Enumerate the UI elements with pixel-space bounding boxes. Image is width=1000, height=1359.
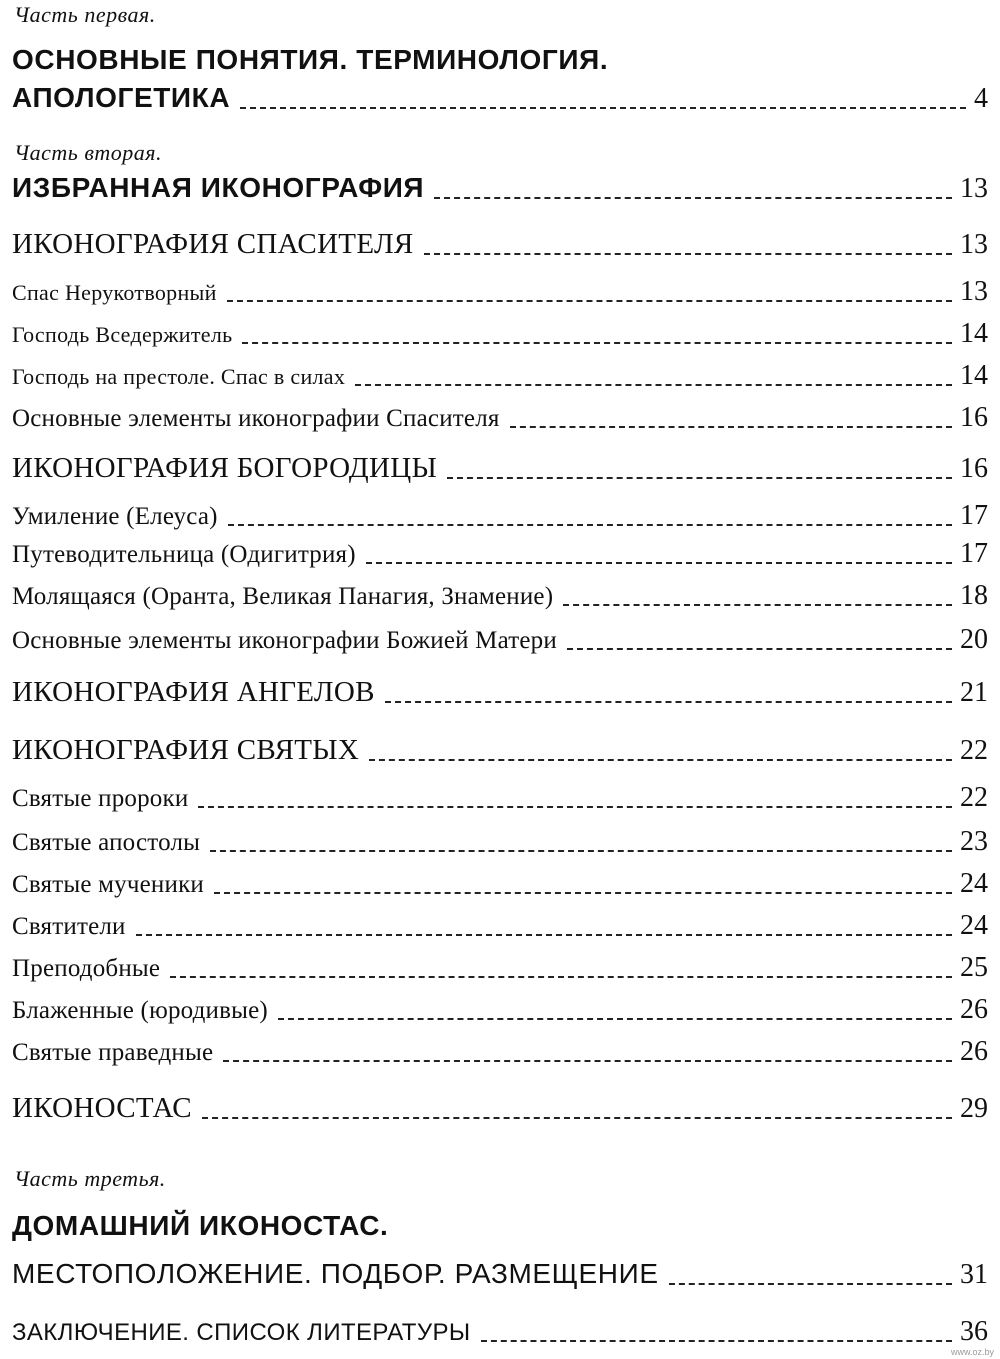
toc-entry-title: ИКОНОГРАФИЯ БОГОРОДИЦЫ: [12, 452, 438, 484]
toc-entry-title: Господь на престоле. Спас в силах: [12, 364, 346, 389]
dotted-leader: [434, 197, 952, 199]
toc-entry[interactable]: [12, 228, 988, 261]
toc-entry-page: 14: [960, 360, 988, 391]
toc-entry-page: 24: [960, 868, 988, 899]
dotted-leader: [242, 342, 952, 344]
toc-entry[interactable]: [12, 910, 988, 942]
toc-entry-title: ИКОНОГРАФИЯ СПАСИТЕЛЯ: [12, 228, 414, 260]
toc-entry-title: Святые праведные: [12, 1039, 214, 1066]
toc-entry-page: 22: [960, 782, 988, 813]
toc-entry-page: 20: [960, 624, 988, 655]
toc-entry-title: Святые мученики: [12, 871, 204, 898]
toc-entry[interactable]: [12, 782, 988, 814]
toc-entry[interactable]: [12, 868, 988, 900]
dotted-leader: [136, 934, 952, 936]
toc-entry-page: 18: [960, 580, 988, 611]
toc-entry-page: 36: [960, 1316, 988, 1347]
dotted-leader: [278, 1018, 952, 1020]
dotted-leader: [567, 648, 952, 650]
toc-entry-page: 24: [960, 910, 988, 941]
toc-entry-title: ЗАКЛЮЧЕНИЕ. СПИСОК ЛИТЕРАТУРЫ: [12, 1319, 471, 1346]
toc-entry-title: Основные элементы иконографии Божией Матери: [12, 627, 557, 654]
dotted-leader: [510, 426, 952, 428]
toc-entry[interactable]: [12, 676, 988, 709]
dotted-leader: [240, 107, 966, 109]
toc-entry[interactable]: [12, 360, 988, 392]
dotted-leader: [223, 1060, 952, 1062]
dotted-leader: [447, 477, 952, 479]
toc-entry-title: Основные элементы иконографии Спасителя: [12, 405, 500, 432]
dotted-leader: [563, 604, 952, 606]
toc-entry-page: 14: [960, 318, 988, 349]
toc-entry-page: 17: [960, 538, 988, 569]
dotted-leader: [198, 806, 952, 808]
dotted-leader: [202, 1117, 952, 1119]
toc-entry-page: 26: [960, 994, 988, 1025]
toc-entry[interactable]: [12, 624, 988, 656]
toc-entry[interactable]: [12, 276, 988, 308]
toc-entry-title: Умиление (Елеуса): [12, 503, 218, 530]
toc-entry-title: АПОЛОГЕТИКА: [12, 82, 231, 113]
dotted-leader: [385, 701, 952, 703]
toc-entry-page: 25: [960, 952, 988, 983]
toc-entry-page: 4: [974, 83, 988, 114]
toc-entry[interactable]: [12, 500, 988, 532]
toc-entry[interactable]: [12, 318, 988, 350]
toc-entry[interactable]: [12, 1092, 988, 1125]
toc-entry-page: 16: [960, 453, 988, 484]
toc-entry-title: ИКОНОГРАФИЯ СВЯТЫХ: [12, 734, 360, 766]
toc-entry-title: Святые апостолы: [12, 829, 201, 856]
toc-entry[interactable]: [12, 1036, 988, 1068]
toc-entry-title: ИЗБРАННАЯ ИКОНОГРАФИЯ: [12, 172, 425, 203]
toc-entry-page: 21: [960, 677, 988, 708]
toc-entry[interactable]: [12, 172, 988, 205]
toc-entry[interactable]: [12, 952, 988, 984]
toc-entry-conclusion[interactable]: [12, 1316, 988, 1348]
dotted-leader: [210, 850, 952, 852]
toc-entry[interactable]: [12, 452, 988, 485]
toc-entry-title: Спас Нерукотворный: [12, 280, 217, 305]
toc-entry-title: Путеводительница (Одигитрия): [12, 541, 356, 568]
toc-entry[interactable]: [12, 994, 988, 1026]
dotted-leader: [366, 562, 952, 564]
toc-entry[interactable]: [12, 580, 988, 612]
toc-entry[interactable]: [12, 826, 988, 858]
dotted-leader: [227, 300, 952, 302]
dotted-leader: [214, 892, 952, 894]
toc-entry-title: Блаженные (юродивые): [12, 997, 268, 1024]
toc-entry-title: Преподобные: [12, 955, 161, 982]
part-1-label: Часть первая.: [14, 2, 156, 27]
toc-entry-title: ИКОНОСТАС: [12, 1092, 192, 1124]
toc-entry-page: 29: [960, 1093, 988, 1124]
toc-entry-title: МЕСТОПОЛОЖЕНИЕ. ПОДБОР. РАЗМЕЩЕНИЕ: [12, 1258, 659, 1289]
dotted-leader: [424, 253, 952, 255]
toc-entry-page: 26: [960, 1036, 988, 1067]
toc-entry-part-3[interactable]: [12, 1258, 988, 1291]
dotted-leader: [228, 524, 952, 526]
part-1-title-line1: ОСНОВНЫЕ ПОНЯТИЯ. ТЕРМИНОЛОГИЯ.: [12, 44, 609, 75]
part-3-title-line1: ДОМАШНИЙ ИКОНОСТАС.: [12, 1210, 389, 1241]
toc-entry-title: Господь Вседержитель: [12, 322, 233, 347]
toc-entry-page: 31: [960, 1259, 988, 1290]
toc-entry-page: 17: [960, 500, 988, 531]
watermark: www.oz.by: [950, 1347, 994, 1357]
dotted-leader: [481, 1340, 952, 1342]
toc-entry[interactable]: [12, 734, 988, 767]
toc-entry[interactable]: [12, 538, 988, 570]
toc-entry-page: 23: [960, 826, 988, 857]
toc-entry-title: Святители: [12, 913, 126, 940]
part-2-label: Часть вторая.: [14, 140, 162, 165]
toc-entry-page: 13: [960, 276, 988, 307]
toc-entry-title: ИКОНОГРАФИЯ АНГЕЛОВ: [12, 676, 375, 708]
toc-entry-page: 13: [960, 229, 988, 260]
toc-entry[interactable]: [12, 402, 988, 434]
dotted-leader: [355, 384, 952, 386]
toc-entry-page: 16: [960, 402, 988, 433]
dotted-leader: [170, 976, 952, 978]
part-3-label: Часть третья.: [14, 1166, 166, 1191]
toc-entry-part-1[interactable]: [12, 82, 988, 115]
toc-entry-title: Святые пророки: [12, 785, 189, 812]
dotted-leader: [369, 759, 952, 761]
toc-entry-page: 22: [960, 735, 988, 766]
dotted-leader: [669, 1283, 952, 1285]
toc-entry-title: Молящаяся (Оранта, Великая Панагия, Знамение): [12, 583, 554, 610]
toc-entry-page: 13: [960, 173, 988, 204]
